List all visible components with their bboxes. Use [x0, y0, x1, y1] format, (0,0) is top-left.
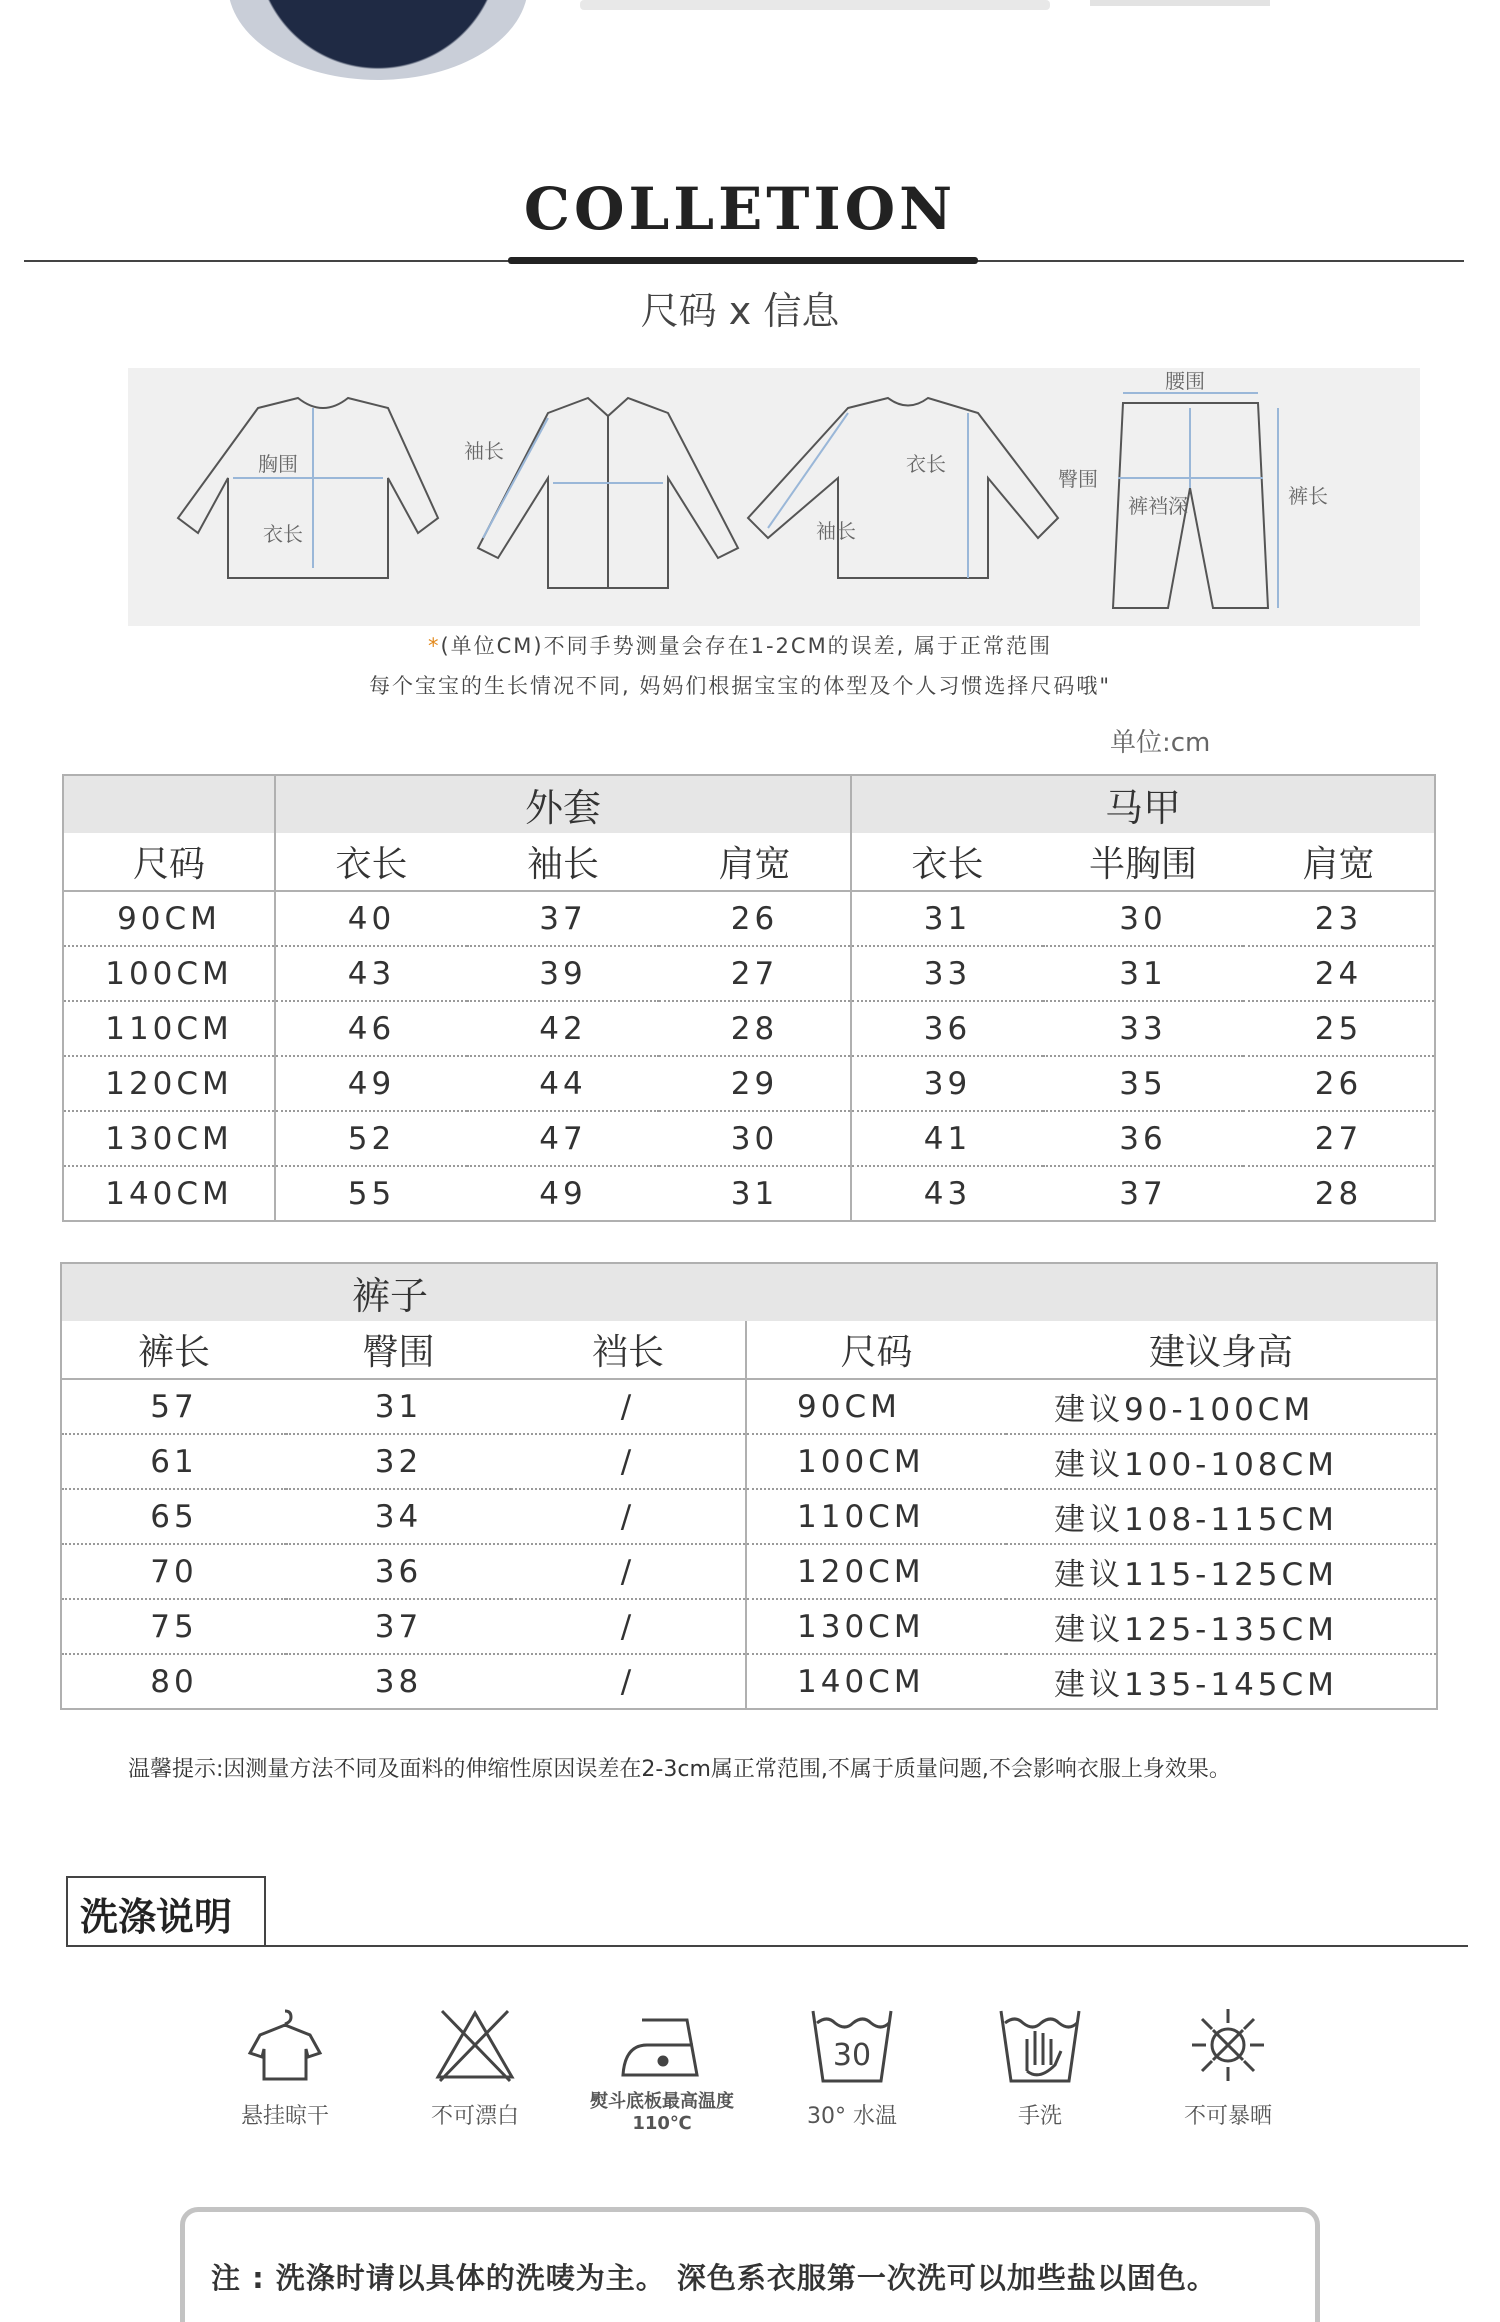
model-avatar-image	[228, 0, 528, 80]
hand-wash-icon	[995, 2005, 1085, 2085]
header-coat-length: 衣长	[275, 833, 467, 891]
cell: 43	[851, 1166, 1043, 1221]
pants-hip-label: 臀围	[1058, 467, 1098, 491]
table-row	[63, 946, 1435, 1001]
cell: 29	[659, 1056, 851, 1111]
raglan-length-label: 衣长	[906, 452, 946, 476]
cell: 32	[286, 1434, 511, 1489]
table-row	[63, 1056, 1435, 1111]
sweater-length-label: 衣长	[263, 522, 303, 546]
label-wash-30: 30° 水温	[807, 2104, 897, 2129]
iron-icon	[617, 2005, 707, 2085]
header-size: 尺码	[63, 833, 275, 891]
cell-size: 120CM	[746, 1544, 1006, 1599]
cell-size: 130CM	[63, 1111, 275, 1166]
wash-item-no-bleach	[395, 2005, 555, 2130]
raglan-sleeve-label: 袖长	[816, 519, 856, 543]
cell-size: 100CM	[746, 1434, 1006, 1489]
cell: 40	[275, 891, 467, 946]
table-row	[63, 1166, 1435, 1221]
cell: 24	[1243, 946, 1435, 1001]
group-pants: 裤子	[61, 1263, 1437, 1321]
cell: 31	[851, 891, 1043, 946]
cell: 41	[851, 1111, 1043, 1166]
wash-item-iron	[582, 2005, 742, 2135]
label-hanging-dry: 悬挂晾干	[240, 2104, 329, 2129]
no-bleach-icon	[430, 2005, 520, 2085]
wash-title-text: 洗涤说明	[80, 1895, 233, 1939]
note-star: *	[427, 634, 441, 658]
cell: 44	[467, 1056, 659, 1111]
cell: 27	[659, 946, 851, 1001]
wash-item-no-sun	[1148, 2005, 1308, 2130]
cell: 55	[275, 1166, 467, 1221]
cell-size: 100CM	[63, 946, 275, 1001]
table-row	[61, 1654, 1437, 1709]
cell: /	[511, 1489, 746, 1544]
table1-group-empty	[63, 775, 275, 833]
cell: 61	[61, 1434, 286, 1489]
cell: 39	[467, 946, 659, 1001]
table-row	[61, 1379, 1437, 1434]
cell: 30	[659, 1111, 851, 1166]
cell: 38	[286, 1654, 511, 1709]
pants-waist-label: 腰围	[1165, 369, 1205, 393]
label-hand-wash: 手洗	[1017, 2104, 1062, 2129]
header-suggested-height: 建议身高	[1006, 1321, 1437, 1379]
cell-size: 140CM	[746, 1654, 1006, 1709]
cell: 33	[851, 946, 1043, 1001]
raglan-illustration	[748, 398, 1058, 578]
note-line-1: (单位CM)不同手势测量会存在1-2CM的误差, 属于正常范围	[440, 634, 1053, 658]
washing-notice-text: 注 : 洗涤时请以具体的洗唛为主。 深色系衣服第一次洗可以加些盐以固色。	[211, 2261, 1217, 2295]
wash-item-hanging-dry	[205, 2005, 365, 2130]
table2-column-header	[61, 1321, 1437, 1379]
cell-suggested-height: 建议90-100CM	[1006, 1379, 1437, 1434]
top-cropped-text-2	[1090, 0, 1270, 6]
wash-temp-number: 30	[832, 2038, 872, 2073]
measurement-note-2: 每个宝宝的生长情况不同, 妈妈们根据宝宝的体型及个人习惯选择尺码哦"	[368, 674, 1111, 698]
cell: 49	[275, 1056, 467, 1111]
table-row	[61, 1599, 1437, 1654]
washing-notice-box	[180, 2207, 1320, 2322]
cell: 25	[1243, 1001, 1435, 1056]
table2-group-header	[61, 1263, 1437, 1321]
cell-size: 110CM	[746, 1489, 1006, 1544]
unit-label: 单位:cm	[1110, 728, 1211, 758]
cell: 31	[659, 1166, 851, 1221]
group-vest: 马甲	[851, 775, 1435, 833]
table-row	[63, 1111, 1435, 1166]
cell: 37	[286, 1599, 511, 1654]
cell: 37	[467, 891, 659, 946]
cell: 37	[1043, 1166, 1243, 1221]
table-row	[63, 891, 1435, 946]
wash-item-wash-30	[772, 2005, 932, 2130]
label-no-bleach: 不可漂白	[430, 2104, 519, 2129]
cell: /	[511, 1654, 746, 1709]
cell: 42	[467, 1001, 659, 1056]
cell: 36	[286, 1544, 511, 1599]
cell-suggested-height: 建议100-108CM	[1006, 1434, 1437, 1489]
cell: /	[511, 1434, 746, 1489]
group-coat: 外套	[275, 775, 851, 833]
wash-item-hand-wash	[960, 2005, 1120, 2130]
table-row	[63, 1001, 1435, 1056]
cell: 36	[851, 1001, 1043, 1056]
sweater-illustration	[178, 398, 438, 578]
measurement-note-1	[0, 630, 1480, 660]
pants-size-table	[60, 1262, 1438, 1710]
cell: 36	[1043, 1111, 1243, 1166]
table1-group-header	[63, 775, 1435, 833]
cell-suggested-height: 建议108-115CM	[1006, 1489, 1437, 1544]
measurement-tip: 温馨提示:因测量方法不同及面料的伸缩性原因误差在2-3cm属正常范围,不属于质量问题,不会影响衣服上身效果。	[128, 1757, 1231, 1782]
cell: 28	[1243, 1166, 1435, 1221]
cell: /	[511, 1544, 746, 1599]
cell-suggested-height: 建议135-145CM	[1006, 1654, 1437, 1709]
cell: 70	[61, 1544, 286, 1599]
cell-size: 140CM	[63, 1166, 275, 1221]
table-row	[61, 1489, 1437, 1544]
table-row	[61, 1544, 1437, 1599]
label-no-sun: 不可暴晒	[1183, 2104, 1272, 2129]
wash-section-title	[66, 1876, 266, 1946]
header-size: 尺码	[746, 1321, 1006, 1379]
cell: 65	[61, 1489, 286, 1544]
cell: 34	[286, 1489, 511, 1544]
header-coat-sleeve: 袖长	[467, 833, 659, 891]
cell-suggested-height: 建议115-125CM	[1006, 1544, 1437, 1599]
measurement-diagram	[128, 368, 1420, 626]
cell: 39	[851, 1056, 1043, 1111]
cell: 28	[659, 1001, 851, 1056]
cell-suggested-height: 建议125-135CM	[1006, 1599, 1437, 1654]
header-vest-length: 衣长	[851, 833, 1043, 891]
cell: /	[511, 1379, 746, 1434]
size-info-subtitle: 尺码 x 信息	[640, 289, 840, 333]
sweater-chest-label: 胸围	[258, 452, 298, 476]
cell: 31	[286, 1379, 511, 1434]
cell: 26	[659, 891, 851, 946]
shirt-sleeve-label: 袖长	[464, 439, 504, 463]
pants-length-label: 裤长	[1288, 484, 1328, 508]
cell: /	[511, 1599, 746, 1654]
cell-size: 120CM	[63, 1056, 275, 1111]
cell: 52	[275, 1111, 467, 1166]
cell: 46	[275, 1001, 467, 1056]
label-iron: 熨斗底板最高温度110℃	[590, 2091, 734, 2134]
header-coat-shoulder: 肩宽	[659, 833, 851, 891]
cell: 47	[467, 1111, 659, 1166]
shirt-illustration	[478, 398, 738, 588]
cell: 30	[1043, 891, 1243, 946]
cell: 43	[275, 946, 467, 1001]
cell: 27	[1243, 1111, 1435, 1166]
cell: 31	[1043, 946, 1243, 1001]
top-cropped-text	[580, 0, 1050, 10]
header-hip: 臀围	[286, 1321, 511, 1379]
cell: 57	[61, 1379, 286, 1434]
header-vest-shoulder: 肩宽	[1243, 833, 1435, 891]
cell-size: 110CM	[63, 1001, 275, 1056]
header-vest-half-chest: 半胸围	[1043, 833, 1243, 891]
pants-rise-label: 裤裆深	[1128, 494, 1188, 518]
cell: 75	[61, 1599, 286, 1654]
wash-divider	[66, 1945, 1468, 1947]
title-divider-accent	[508, 257, 978, 264]
wash-icons-row	[0, 2005, 1500, 2155]
cell: 23	[1243, 891, 1435, 946]
wash-30-icon	[807, 2005, 897, 2085]
cell: 35	[1043, 1056, 1243, 1111]
hanging-dry-icon	[240, 2005, 330, 2085]
cell: 80	[61, 1654, 286, 1709]
cell: 49	[467, 1166, 659, 1221]
cell-size: 90CM	[63, 891, 275, 946]
cell: 26	[1243, 1056, 1435, 1111]
table-row	[61, 1434, 1437, 1489]
header-rise: 裆长	[511, 1321, 746, 1379]
table1-column-header	[63, 833, 1435, 891]
collection-title: COLLETION	[523, 175, 957, 243]
cell: 33	[1043, 1001, 1243, 1056]
no-sun-icon	[1183, 2005, 1273, 2085]
header-pants-length: 裤长	[61, 1321, 286, 1379]
coat-vest-size-table	[62, 774, 1436, 1222]
cell-size: 90CM	[746, 1379, 1006, 1434]
cell-size: 130CM	[746, 1599, 1006, 1654]
